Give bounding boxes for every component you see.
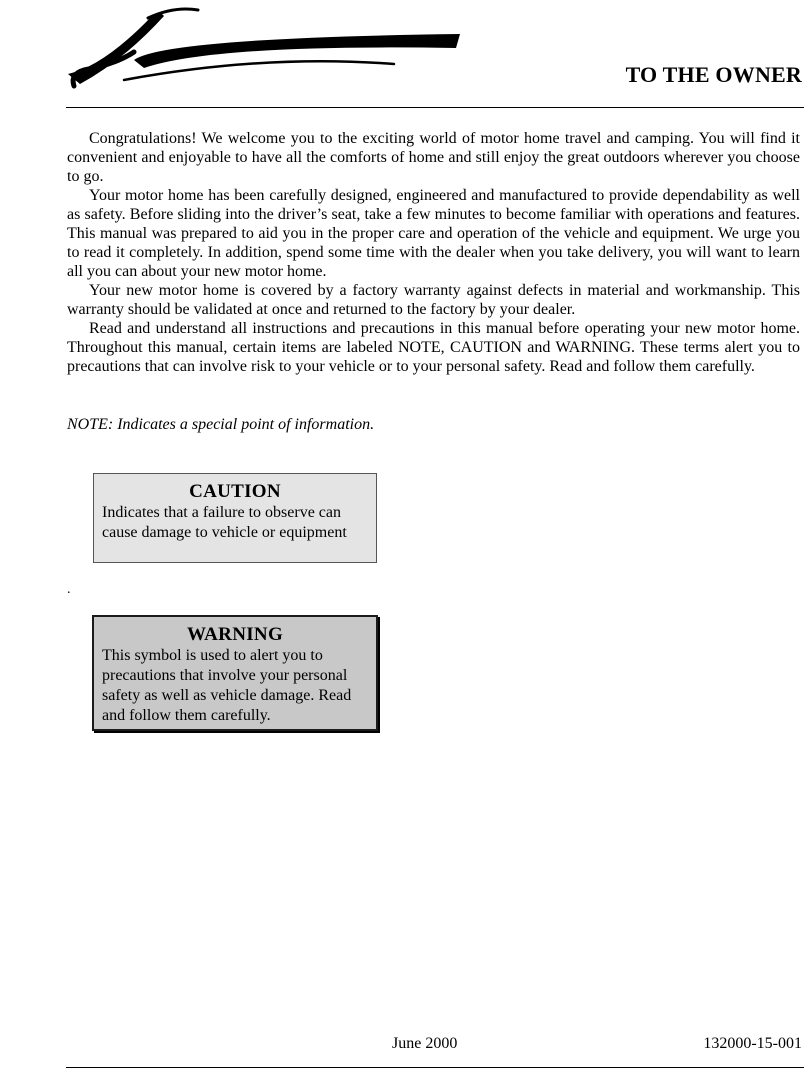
intro-paragraph: Read and understand all instructions and precautions in this manual before operating your new motor home. Throughout this manual, certain items are labeled NOTE, CAUTION and WARNING. These terms alert you to precautions that can involve risk to your vehicle or to your personal safety. Read and follow them carefully. <box>67 320 800 375</box>
footer-divider <box>66 1067 804 1068</box>
suncruiser-logo <box>64 4 466 92</box>
intro-text <box>67 129 800 376</box>
footer-date: June 2000 <box>392 1035 458 1052</box>
note-text: NOTE: Indicates a special point of information. <box>67 416 375 433</box>
caution-text: Indicates that a failure to observe can cause damage to vehicle or equipment <box>102 504 347 541</box>
warning-title: WARNING <box>186 624 284 645</box>
caution-title: CAUTION <box>189 481 281 502</box>
header-divider <box>66 107 804 108</box>
warning-box <box>92 615 378 731</box>
intro-paragraph: Your motor home has been carefully designed, engineered and manufactured to provide dependability as well as safety. Before sliding into the driver’s seat, take a few minutes to become familiar with operations and features. This manual was prepared to aid you in the proper care and operation of the vehicle and equipment. We urge you to read it completely. In addition, spend some time with the dealer when you take delivery, you will want to learn all you can about your new motor home. <box>67 187 800 280</box>
stray-period: . <box>67 582 71 597</box>
warning-text: This symbol is used to alert you to precautions that involve your personal safety as well as vehicle damage. Read and follow them carefully. <box>102 647 352 724</box>
intro-paragraph: Congratulations! We welcome you to the exciting world of motor home travel and camping. You will find it convenient and enjoyable to have all the comforts of home and still enjoy the great outdoors wherever you choose to go. <box>67 130 800 185</box>
footer-doc-code: 132000-15-001 <box>703 1035 802 1052</box>
intro-paragraph: Your new motor home is covered by a factory warranty against defects in material and workmanship. This warranty should be validated at once and returned to the factory by your dealer. <box>67 282 800 318</box>
page-title: TO THE OWNER <box>625 62 802 87</box>
caution-box <box>93 473 377 563</box>
